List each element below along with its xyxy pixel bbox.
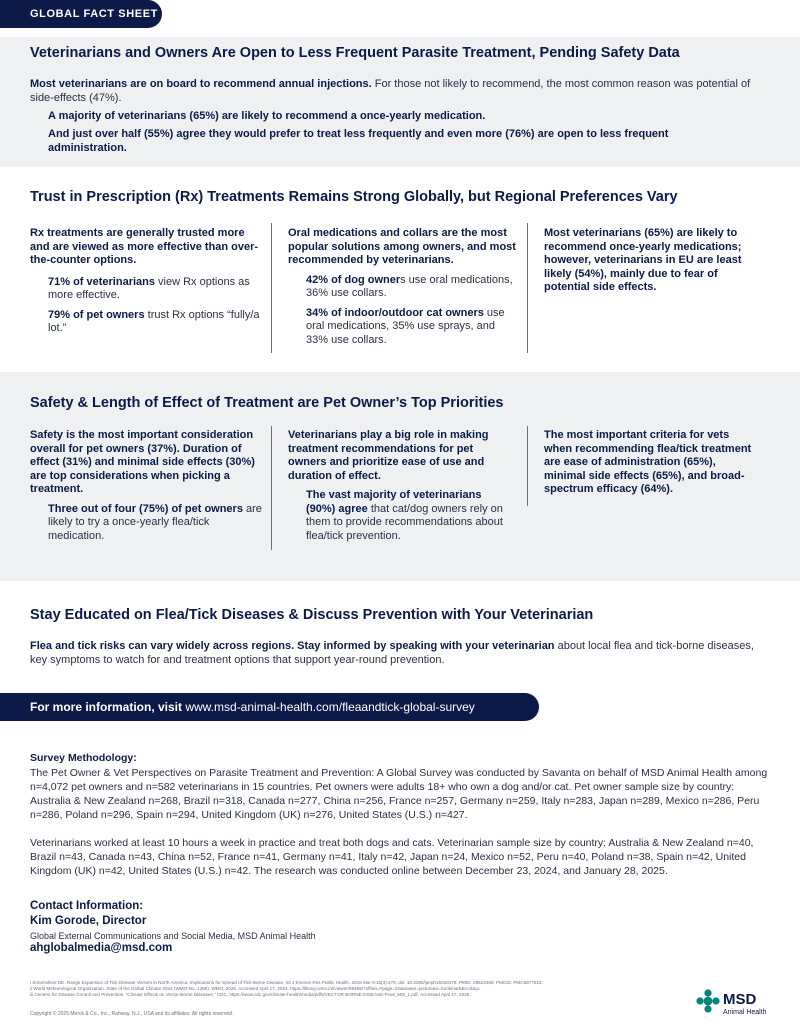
col-heading: Rx treatments are generally trusted more and are viewed as more effective than over-the-counter options. xyxy=(30,227,259,266)
contact-role: Global External Communications and Social Media, MSD Animal Health xyxy=(30,931,316,941)
section-1-intro: Most veterinarians are on board to recommend annual injections. For those not likely to recommend, the most common reason was potential of side-effects (47%). xyxy=(30,78,751,104)
copyright: Copyright © 2025 Merck & Co., Inc., Rahway, N.J., USA and its affiliates. All rights reserved. xyxy=(30,1011,234,1017)
reference-item: ii World Meteorological Organization. State of the Global Climate 2024 (WMO-No. 1368). WMO, 2025. Accessed April 17, 2024. https://library.wmo.int/viewer/69455/?offset=#page=32&viewer=picture&o=bookmark&n=0&q= xyxy=(30,986,481,991)
contact-name: Kim Gorode, Director xyxy=(30,915,147,927)
reference-item: i Sonenshine DE. Range Expansion of Tick Disease Vectors in North America: Implications for Spread of Tick-Borne Disease. Int J Environ Res Public Health. 2018 Mar 9;15(3):478. doi: 10.3390/ijerph15030478. PMID: 29522469; PMCID: PMC5877023. xyxy=(30,980,543,985)
col-subpoint: 42% of dog owners use oral medications, 36% use collars. xyxy=(306,273,513,299)
col-heading: The most important criteria for vets when recommending flea/tick treatment are ease of administration (65%), minimal side effects (65%), and broad-spectrum efficacy (64%). xyxy=(544,429,752,495)
methodology-paragraph-1: The Pet Owner & Vet Perspectives on Parasite Treatment and Prevention: A Global Survey was conducted by Savanta on behalf of MSD Animal Health among n=4,072 pet owners and n=582 veterinarians in 15 countries. Pet owners were adults 18+ who own a dog and/or cat. Pet owner sample size by country: Australia & New Zealand n=268, Brazil n=318, Canada n=277, China n=256, France n=257, Germany n=259, Italy n=283, Japan n=289, Mexico n=286, Peru n=286, Poland n=296, Spain n=294, United Kingdom (UK) n=276, United States (U.S.) n=427. xyxy=(30,767,768,821)
methodology-title: Survey Methodology: xyxy=(30,752,137,764)
section-2-title: Trust in Prescription (Rx) Treatments Remains Strong Globally, but Regional Preferences Vary xyxy=(30,189,678,205)
col-heading: Veterinarians play a big role in making treatment recommendations for pet owners and prioritize ease of use and duration of effect. xyxy=(288,429,489,482)
section-4-text: Flea and tick risks can vary widely across regions. Stay informed by speaking with your veterinarian about local flea and tick-borne diseases, key symptoms to watch for and treatment options that support year-round prevention. xyxy=(30,640,754,666)
column-divider xyxy=(527,223,528,353)
col-subpoint: 34% of indoor/outdoor cat owners use oral medications, 35% use sprays, and 33% use collars. xyxy=(306,306,505,346)
col-heading: Oral medications and collars are the most popular solutions among owners, and most recommended by veterinarians. xyxy=(288,227,516,266)
logo-text: MSD xyxy=(723,991,757,1008)
logo-subtext: Animal Health xyxy=(723,1009,767,1016)
references xyxy=(30,980,630,998)
section-1-title: Veterinarians and Owners Are Open to Less Frequent Parasite Treatment, Pending Safety Data xyxy=(30,45,680,61)
more-info-bar xyxy=(0,693,539,721)
section-1-point-1: A majority of veterinarians (65%) are likely to recommend a once-yearly medication. xyxy=(48,110,486,122)
column-divider xyxy=(271,223,272,353)
contact-email[interactable]: ahglobalmedia@msd.com xyxy=(30,942,173,954)
section-1-point-2: And just over half (55%) agree they would prefer to treat less frequently and even more (76%) are open to less frequent administration. xyxy=(48,128,669,154)
col-subpoint: The vast majority of veterinarians (90%) agree that cat/dog owners rely on them to provide recommendations about flea/tick prevention. xyxy=(306,489,503,542)
methodology-paragraph-2: Veterinarians worked at least 10 hours a week in practice and treat both dogs and cats. Veterinarian sample size by country: Australia & New Zealand n=40, Brazil n=43, Canada n=43, China n=52, France n=41, Germany n=41, Italy n=42, Japan n=24, Mexico n=52, Peru n=40, Poland n=38, Spain n=42, United Kingdom (UK) n=42, United States (U.S.) n=42. The research was conducted online between December 23, 2024, and January 28, 2025. xyxy=(30,837,754,877)
reference-item: iii Centers for Disease Control and Prevention. “Climate Effects on Vector-Borne Diseases.” CDC, https://www.cdc.gov/climate-health/media/pdfs/VECTOR-BORNE-DISEASE-Final_508_1.pdf. Accessed April 17, 2025. xyxy=(30,992,471,997)
section-2-col-3 xyxy=(544,227,756,295)
msd-logo xyxy=(696,989,776,1023)
contact-title: Contact Information: xyxy=(30,900,144,912)
more-info-link[interactable]: www.msd-animal-health.com/fleaandtick-global-survey xyxy=(182,700,475,714)
section-3-col-1 xyxy=(30,429,262,543)
fact-sheet-tag: GLOBAL FACT SHEET xyxy=(0,0,162,28)
col-heading: Most veterinarians (65%) are likely to recommend once-yearly medications; however, veterinarians in EU are least likely (54%), mainly due to fear of potential side effects. xyxy=(544,227,742,293)
col-subpoint: 71% of veterinarians view Rx options as more effective. xyxy=(48,275,250,301)
section-3-col-2 xyxy=(288,429,512,543)
section-3-title: Safety & Length of Effect of Treatment are Pet Owner’s Top Priorities xyxy=(30,395,504,411)
section-3-col-3 xyxy=(544,429,756,497)
section-2-col-1 xyxy=(30,227,260,336)
section-2-col-2 xyxy=(288,227,516,347)
col-subpoint: 79% of pet owners trust Rx options “fully/a lot.” xyxy=(48,308,260,334)
more-info-label: For more information, visit xyxy=(30,700,183,714)
msd-logo-icon xyxy=(696,989,720,1013)
column-divider xyxy=(527,426,528,506)
col-subpoint: Three out of four (75%) of pet owners are likely to try a once-yearly flea/tick medication. xyxy=(48,502,262,542)
section-4-title: Stay Educated on Flea/Tick Diseases & Discuss Prevention with Your Veterinarian xyxy=(30,607,594,623)
column-divider xyxy=(271,426,272,550)
col-heading: Safety is the most important consideration overall for pet owners (37%). Duration of effect (31%) and minimal side effects (30%) are top considerations when picking a treatment. xyxy=(30,429,255,495)
